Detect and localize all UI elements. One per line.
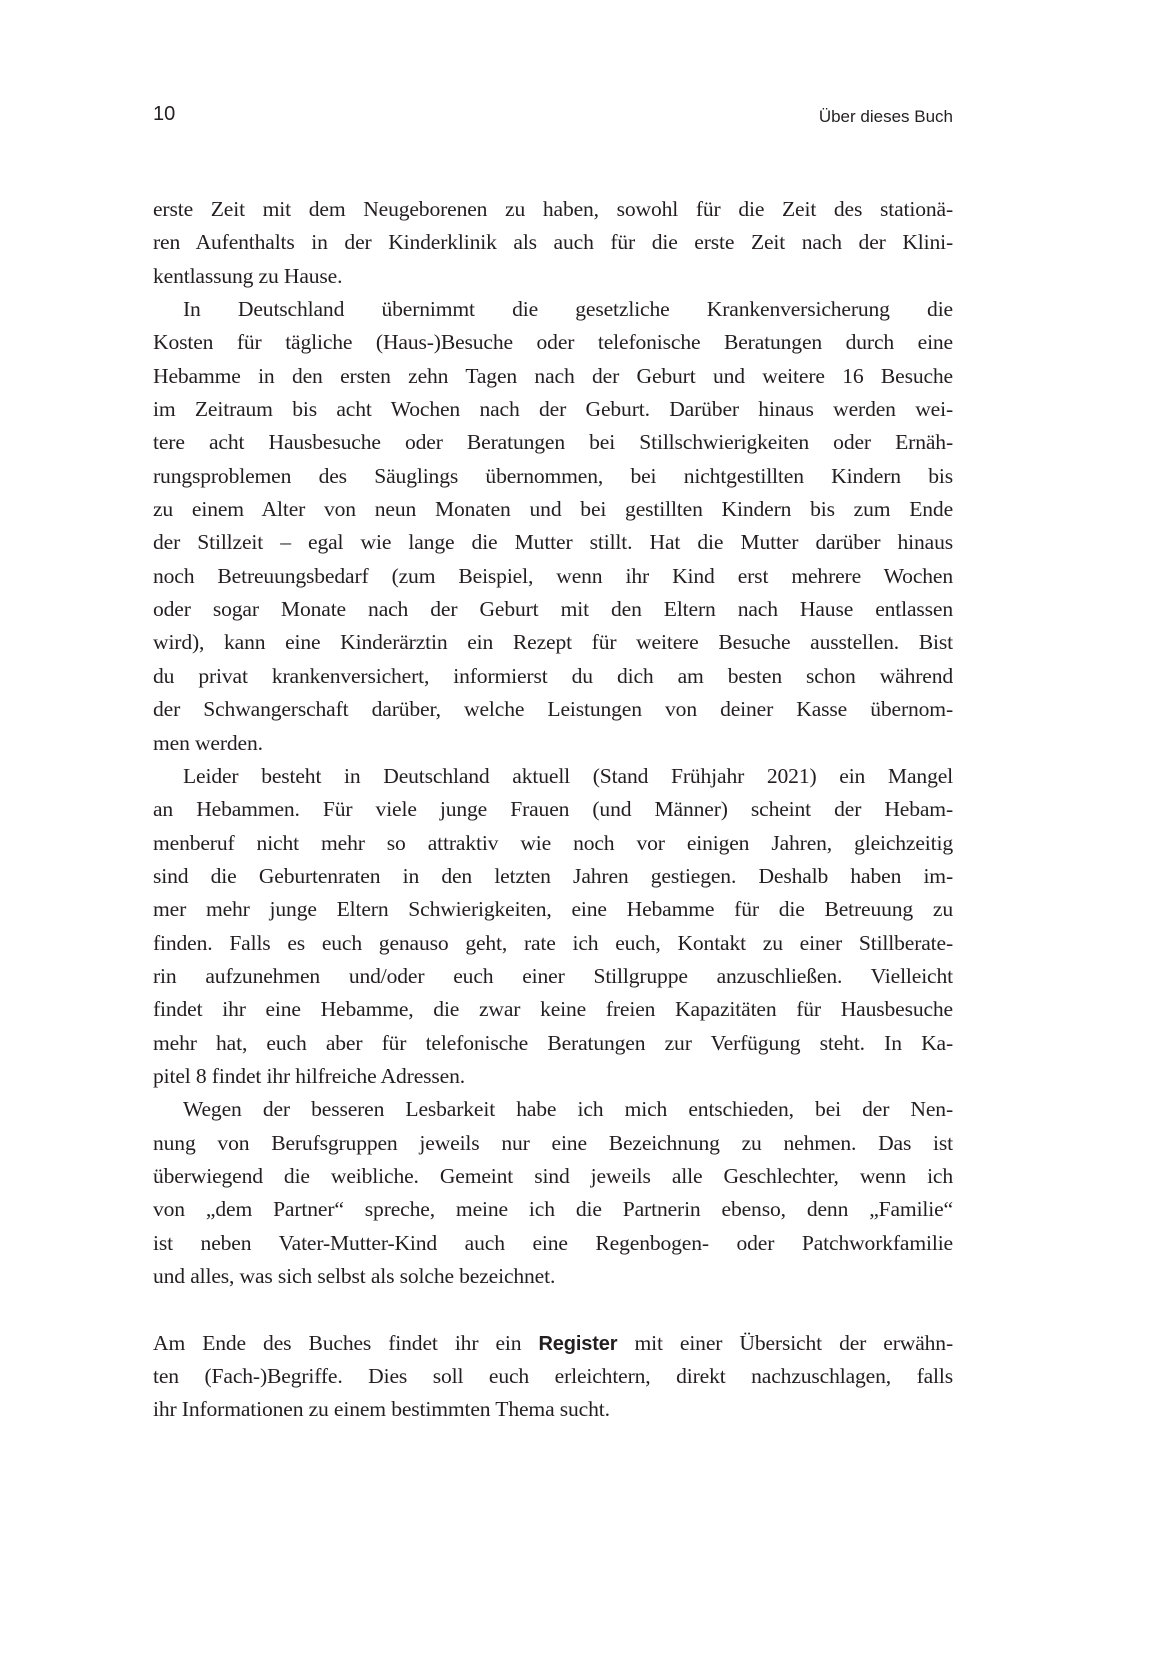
body-text bbox=[153, 193, 953, 1427]
text-line: zu einem Alter von neun Monaten und bei gestillten Kindern bis zum Ende bbox=[153, 497, 953, 522]
text-line: ren Aufenthalts in der Kinderklinik als auch für die erste Zeit nach der Klini- bbox=[153, 230, 953, 255]
text-line: menberuf nicht mehr so attraktiv wie noch vor einigen Jahren, gleichzeitig bbox=[153, 830, 953, 855]
text-line: du privat krankenversichert, informierst du dich am besten schon während bbox=[153, 663, 953, 688]
paragraph bbox=[153, 293, 953, 760]
running-header: Über dieses Buch bbox=[818, 107, 953, 126]
text-segment: Am Ende des Buches findet ihr ein bbox=[153, 1330, 539, 1355]
text-line: nung von Berufsgruppen jeweils nur eine Bezeichnung zu nehmen. Das ist bbox=[153, 1130, 953, 1155]
paragraph bbox=[153, 1093, 953, 1293]
text-line: noch Betreuungsbedarf (zum Beispiel, wenn ihr Kind erst mehrere Wochen bbox=[153, 563, 953, 588]
text-line: Wegen der besseren Lesbarkeit habe ich mich entschieden, bei der Nen- bbox=[183, 1097, 953, 1122]
text-line: ist neben Vater-Mutter-Kind auch eine Regenbogen- oder Patchworkfamilie bbox=[153, 1230, 953, 1255]
text-line: der Stillzeit – egal wie lange die Mutter stillt. Hat die Mutter darüber hinaus bbox=[153, 530, 953, 555]
text-line: mer mehr junge Eltern Schwierigkeiten, eine Hebamme für die Betreuung zu bbox=[153, 897, 953, 922]
paragraph-gap bbox=[153, 1293, 953, 1326]
text-line: In Deutschland übernimmt die gesetzliche Krankenversicherung die bbox=[183, 297, 953, 322]
text-line: findet ihr eine Hebamme, die zwar keine freien Kapazitäten für Hausbesuche bbox=[153, 997, 953, 1022]
register-note bbox=[153, 1327, 953, 1427]
text-line: mehr hat, euch aber für telefonische Beratungen zur Verfügung steht. In Ka- bbox=[153, 1030, 953, 1055]
text-line: sind die Geburtenraten in den letzten Jahren gestiegen. Deshalb haben im- bbox=[153, 863, 953, 888]
text-line bbox=[153, 1327, 953, 1360]
text-line: im Zeitraum bis acht Wochen nach der Geburt. Darüber hinaus werden wei- bbox=[153, 397, 953, 422]
text-line: an Hebammen. Für viele junge Frauen (und Männer) scheint der Hebam- bbox=[153, 797, 953, 822]
text-line: von „dem Partner“ spreche, meine ich die Partnerin ebenso, denn „Familie“ bbox=[153, 1197, 953, 1222]
text-line: pitel 8 findet ihr hilfreiche Adressen. bbox=[153, 1063, 465, 1088]
text-line: kentlassung zu Hause. bbox=[153, 263, 343, 288]
text-line: rungsproblemen des Säuglings übernommen, bei nichtgestillten Kindern bis bbox=[153, 463, 953, 488]
paragraph bbox=[153, 760, 953, 1093]
text-line: tere acht Hausbesuche oder Beratungen bei Stillschwierigkeiten oder Ernäh- bbox=[153, 430, 953, 455]
text-line: überwiegend die weibliche. Gemeint sind jeweils alle Geschlechter, wenn ich bbox=[153, 1163, 953, 1188]
text-line: finden. Falls es euch genauso geht, rate ich euch, Kontakt zu einer Stillberate- bbox=[153, 930, 953, 955]
page-number: 10 bbox=[153, 103, 176, 125]
text-line: oder sogar Monate nach der Geburt mit den Eltern nach Hause entlassen bbox=[153, 597, 953, 622]
text-line: men werden. bbox=[153, 730, 263, 755]
text-line: ten (Fach-)Begriffe. Dies soll euch erleichtern, direkt nachzuschlagen, falls bbox=[153, 1364, 953, 1389]
text-line: Leider besteht in Deutschland aktuell (Stand Frühjahr 2021) ein Mangel bbox=[183, 763, 953, 788]
text-line: Kosten für tägliche (Haus-)Besuche oder telefonische Beratungen durch eine bbox=[153, 330, 953, 355]
text-segment: mit einer Übersicht der erwähn- bbox=[617, 1330, 953, 1355]
text-line: ihr Informationen zu einem bestimmten Thema sucht. bbox=[153, 1397, 610, 1422]
text-line: wird), kann eine Kinderärztin ein Rezept für weitere Besuche ausstellen. Bist bbox=[153, 630, 953, 655]
text-line: Hebamme in den ersten zehn Tagen nach der Geburt und weitere 16 Besuche bbox=[153, 363, 953, 388]
text-line: rin aufzunehmen und/oder euch einer Stillgruppe anzuschließen. Vielleicht bbox=[153, 963, 953, 988]
text-line: der Schwangerschaft darüber, welche Leistungen von deiner Kasse übernom- bbox=[153, 697, 953, 722]
text-line: erste Zeit mit dem Neugeborenen zu haben, sowohl für die Zeit des stationä- bbox=[153, 197, 953, 221]
register-keyword: Register bbox=[538, 1332, 618, 1355]
paragraph bbox=[153, 193, 953, 293]
text-line: und alles, was sich selbst als solche bezeichnet. bbox=[153, 1264, 556, 1288]
